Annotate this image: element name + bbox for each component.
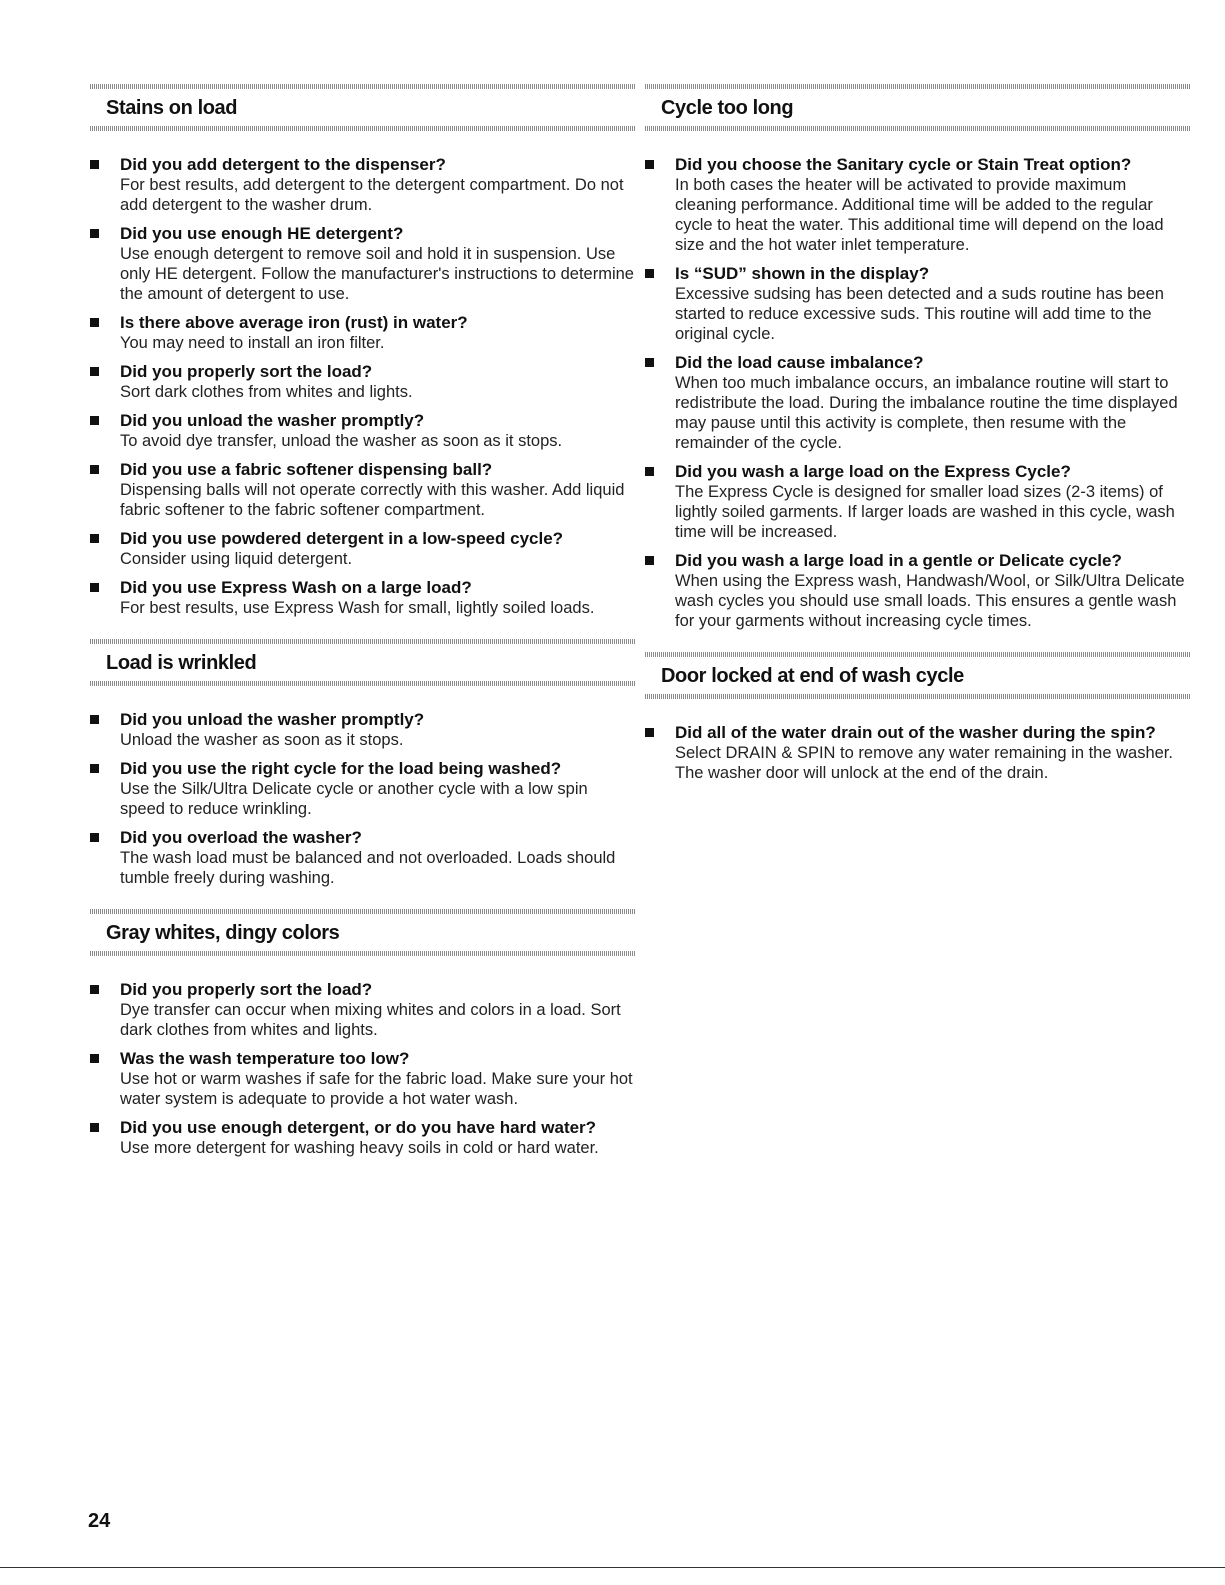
square-bullet-icon <box>90 367 99 376</box>
question-text: Did you overload the washer? <box>120 828 362 847</box>
answer-text: For best results, use Express Wash for small, lightly soiled loads. <box>120 599 595 617</box>
square-bullet-icon <box>90 465 99 474</box>
question-list <box>645 723 1190 783</box>
list-item <box>645 264 1190 344</box>
question-text: Did you wash a large load on the Express Cycle? <box>675 462 1071 481</box>
section-rule-bottom <box>645 694 1190 699</box>
list-item <box>645 551 1190 631</box>
question-text: Did you unload the washer promptly? <box>120 411 425 430</box>
list-item <box>90 710 635 750</box>
answer-text: The wash load must be balanced and not overloaded. Loads should tumble freely during washing. <box>120 849 616 887</box>
section-rule-bottom <box>645 126 1190 131</box>
troubleshooting-section <box>90 72 635 618</box>
list-item <box>90 362 635 402</box>
list-item <box>90 980 635 1040</box>
square-bullet-icon <box>90 534 99 543</box>
section-rule-bottom <box>90 126 635 131</box>
question-text: Did you wash a large load in a gentle or Delicate cycle? <box>675 551 1122 570</box>
list-item <box>645 462 1190 542</box>
question-list <box>90 710 635 888</box>
section-rule-top <box>90 84 635 89</box>
question-text: Did you properly sort the load? <box>120 980 373 999</box>
section-rule-top <box>645 84 1190 89</box>
square-bullet-icon <box>90 764 99 773</box>
footer-rule <box>0 1567 1225 1568</box>
answer-text: You may need to install an iron filter. <box>120 334 385 352</box>
square-bullet-icon <box>645 728 654 737</box>
square-bullet-icon <box>645 160 654 169</box>
list-item <box>90 313 635 353</box>
list-item <box>90 224 635 304</box>
answer-text: Unload the washer as soon as it stops. <box>120 731 404 749</box>
question-text: Did you use enough HE detergent? <box>120 224 404 243</box>
question-text: Did you unload the washer promptly? <box>120 710 425 729</box>
square-bullet-icon <box>645 467 654 476</box>
section-title: Gray whites, dingy colors <box>106 922 340 944</box>
list-item <box>90 155 635 215</box>
section-title: Door locked at end of wash cycle <box>661 665 964 687</box>
answer-text: Dispensing balls will not operate correctly with this washer. Add liquid fabric softener to the fabric softener compartment. <box>120 481 625 519</box>
square-bullet-icon <box>90 833 99 842</box>
answer-text: Select DRAIN & SPIN to remove any water remaining in the washer. The washer door will unlock at the end of the drain. <box>675 744 1173 782</box>
square-bullet-icon <box>90 1123 99 1132</box>
question-text: Was the wash temperature too low? <box>120 1049 410 1068</box>
answer-text: Dye transfer can occur when mixing whites and colors in a load. Sort dark clothes from whites and lights. <box>120 1001 621 1039</box>
square-bullet-icon <box>90 715 99 724</box>
square-bullet-icon <box>90 985 99 994</box>
question-list <box>90 980 635 1158</box>
list-item <box>645 353 1190 453</box>
question-text: Did you use Express Wash on a large load? <box>120 578 472 597</box>
question-text: Is there above average iron (rust) in water? <box>120 313 468 332</box>
question-text: Did the load cause imbalance? <box>675 353 924 372</box>
list-item <box>645 723 1190 783</box>
answer-text: Consider using liquid detergent. <box>120 550 353 568</box>
list-item <box>90 411 635 451</box>
list-item <box>90 578 635 618</box>
section-rule-bottom <box>90 681 635 686</box>
square-bullet-icon <box>645 358 654 367</box>
square-bullet-icon <box>90 160 99 169</box>
troubleshooting-section <box>645 72 1190 631</box>
section-header <box>645 640 1190 709</box>
question-text: Did you choose the Sanitary cycle or Stain Treat option? <box>675 155 1132 174</box>
answer-text: When too much imbalance occurs, an imbalance routine will start to redistribute the load. During the imbalance routine the time displayed may pause until this activity is complete, then resume with the remainder of the cycle. <box>675 374 1178 452</box>
question-list <box>90 155 635 618</box>
list-item <box>90 529 635 569</box>
answer-text: Use more detergent for washing heavy soils in cold or hard water. <box>120 1139 599 1157</box>
list-item <box>90 828 635 888</box>
left-column <box>90 72 635 1167</box>
section-header <box>90 897 635 966</box>
troubleshooting-section <box>90 897 635 1158</box>
list-item <box>90 1049 635 1109</box>
page-number: 24 <box>88 1510 111 1532</box>
list-item <box>90 1118 635 1158</box>
answer-text: The Express Cycle is designed for smaller load sizes (2-3 items) of lightly soiled garments. If larger loads are washed in this cycle, wash time will be increased. <box>675 483 1175 541</box>
list-item <box>90 460 635 520</box>
answer-text: Excessive sudsing has been detected and a suds routine has been started to reduce excessive suds. This routine will add time to the original cycle. <box>675 285 1164 343</box>
square-bullet-icon <box>90 318 99 327</box>
question-text: Did you use powdered detergent in a low-speed cycle? <box>120 529 564 548</box>
section-rule-top <box>90 909 635 914</box>
square-bullet-icon <box>90 583 99 592</box>
section-title: Stains on load <box>106 97 238 119</box>
section-header <box>90 627 635 696</box>
section-title: Cycle too long <box>661 97 794 119</box>
question-text: Did you use the right cycle for the load being washed? <box>120 759 562 778</box>
answer-text: For best results, add detergent to the detergent compartment. Do not add detergent to the washer drum. <box>120 176 624 214</box>
section-header <box>645 72 1190 141</box>
right-column <box>645 72 1190 792</box>
square-bullet-icon <box>645 556 654 565</box>
question-list <box>645 155 1190 631</box>
section-title: Load is wrinkled <box>106 652 257 674</box>
question-text: Did you properly sort the load? <box>120 362 373 381</box>
answer-text: In both cases the heater will be activated to provide maximum cleaning performance. Additional time will be added to the regular cycle to heat the water. This additional time will depend on the load size and the hot water inlet temperature. <box>675 176 1164 254</box>
answer-text: When using the Express wash, Handwash/Wool, or Silk/Ultra Delicate wash cycles you should use small loads. This ensures a gentle wash for your garments without increasing cycle times. <box>675 572 1185 630</box>
answer-text: To avoid dye transfer, unload the washer as soon as it stops. <box>120 432 563 450</box>
question-text: Did you use a fabric softener dispensing ball? <box>120 460 493 479</box>
section-rule-top <box>645 652 1190 657</box>
answer-text: Use the Silk/Ultra Delicate cycle or another cycle with a low spin speed to reduce wrinkling. <box>120 780 588 818</box>
square-bullet-icon <box>90 229 99 238</box>
square-bullet-icon <box>90 416 99 425</box>
square-bullet-icon <box>90 1054 99 1063</box>
troubleshooting-section <box>90 627 635 888</box>
list-item <box>90 759 635 819</box>
square-bullet-icon <box>645 269 654 278</box>
question-text: Is “SUD” shown in the display? <box>675 264 930 283</box>
section-rule-bottom <box>90 951 635 956</box>
section-rule-top <box>90 639 635 644</box>
troubleshooting-section <box>645 640 1190 783</box>
answer-text: Sort dark clothes from whites and lights. <box>120 383 413 401</box>
question-text: Did you add detergent to the dispenser? <box>120 155 446 174</box>
question-text: Did you use enough detergent, or do you have hard water? <box>120 1118 597 1137</box>
section-header <box>90 72 635 141</box>
list-item <box>645 155 1190 255</box>
question-text: Did all of the water drain out of the washer during the spin? <box>675 723 1156 742</box>
answer-text: Use enough detergent to remove soil and hold it in suspension. Use only HE detergent. Follow the manufacturer's instructions to determine the amount of detergent to use. <box>120 245 634 303</box>
answer-text: Use hot or warm washes if safe for the fabric load. Make sure your hot water system is adequate to provide a hot water wash. <box>120 1070 633 1108</box>
